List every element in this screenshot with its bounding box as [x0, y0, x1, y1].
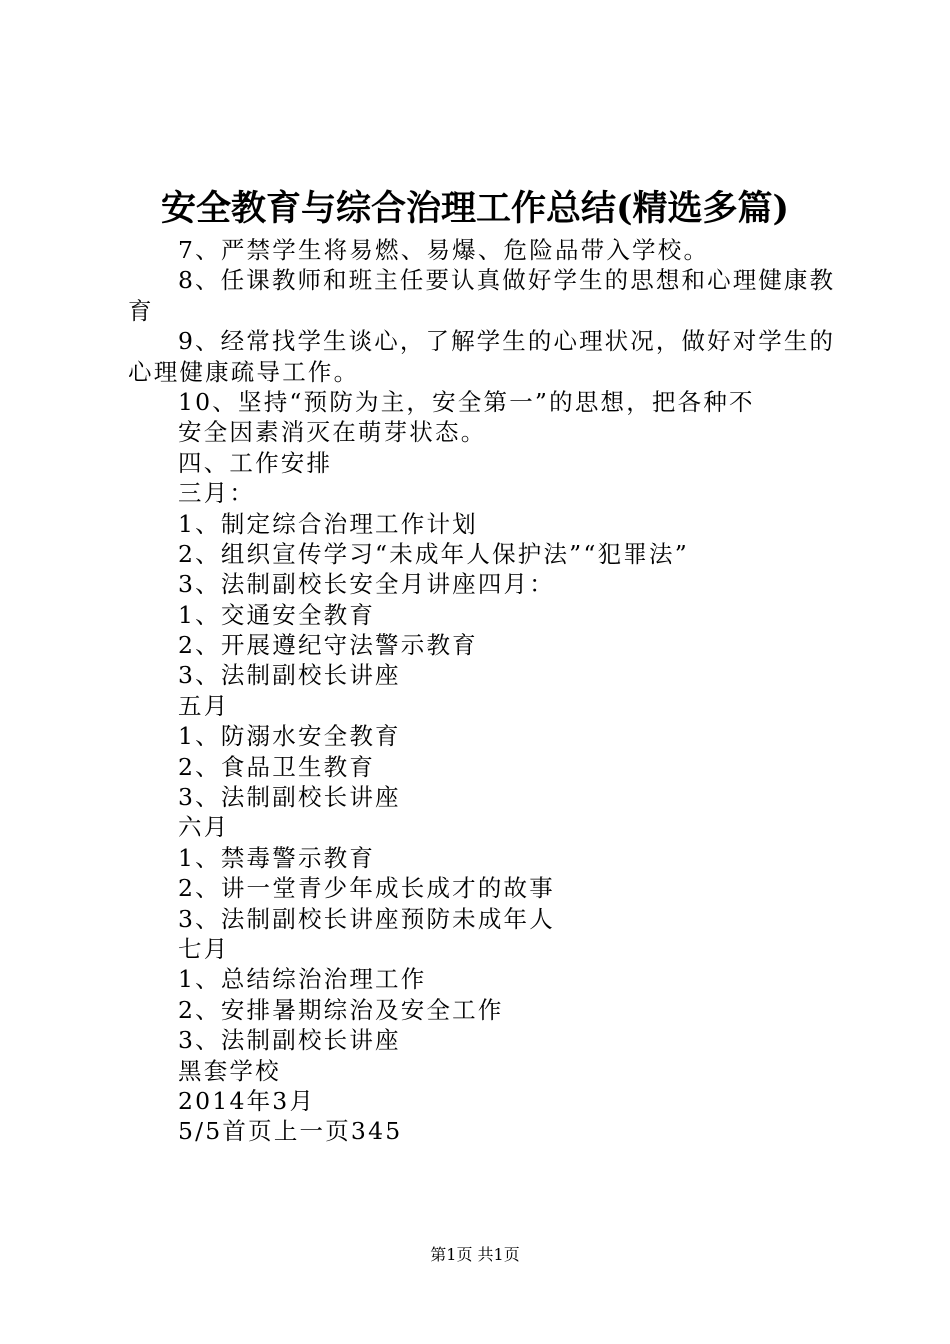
document-body: [128, 235, 833, 1147]
list-item: 1、防溺水安全教育: [178, 722, 401, 751]
month-heading: 三月：: [178, 479, 256, 508]
list-item: 3、法制副校长讲座: [178, 661, 401, 690]
list-item: 3、法制副校长讲座预防未成年人: [178, 904, 555, 933]
list-item: 2、食品卫生教育: [178, 752, 376, 781]
month-heading: 五月: [178, 691, 230, 720]
document-date: 2014年3月: [178, 1086, 316, 1115]
list-item: 2、开展遵纪守法警示教育: [178, 631, 478, 660]
list-item: 2、讲一堂青少年成长成才的故事: [178, 874, 555, 903]
list-item: 3、法制副校长讲座: [178, 1026, 401, 1055]
list-item: 1、制定综合治理工作计划: [178, 509, 478, 538]
page-footer: 第1页 共1页: [430, 1245, 520, 1264]
text-line: 9、经常找学生谈心，了解学生的心理状况，做好对学生的: [178, 327, 833, 356]
list-item: 1、交通安全教育: [178, 600, 376, 629]
text-line: 育: [128, 296, 154, 325]
text-line: 7、严禁学生将易燃、易爆、危险品带入学校。: [178, 236, 710, 264]
month-heading: 六月: [178, 813, 230, 842]
list-item: 1、总结综治治理工作: [178, 965, 427, 994]
list-item: 1、禁毒警示教育: [178, 843, 376, 872]
list-item: 2、安排暑期综治及安全工作: [178, 995, 504, 1024]
month-heading: 七月: [178, 934, 230, 963]
list-item: 3、法制副校长讲座: [178, 783, 401, 812]
section-heading: 四、工作安排: [178, 448, 333, 477]
list-item: 2、组织宣传学习“未成年人保护法”“犯罪法”: [178, 539, 689, 568]
list-item: 3、法制副校长安全月讲座四月：: [178, 570, 555, 599]
text-line: 10、坚持“预防为主，安全第一”的思想，把各种不: [178, 387, 755, 416]
text-line: 心理健康疏导工作。: [128, 357, 360, 386]
pagination-text: 5/5首页上一页345: [178, 1117, 403, 1146]
text-line: 安全因素消灭在萌芽状态。: [178, 418, 487, 447]
text-line: 8、任课教师和班主任要认真做好学生的思想和心理健康教: [178, 266, 833, 295]
page-title: 安全教育与综合治理工作总结(精选多篇): [160, 188, 790, 229]
school-name: 黑套学校: [178, 1056, 281, 1085]
